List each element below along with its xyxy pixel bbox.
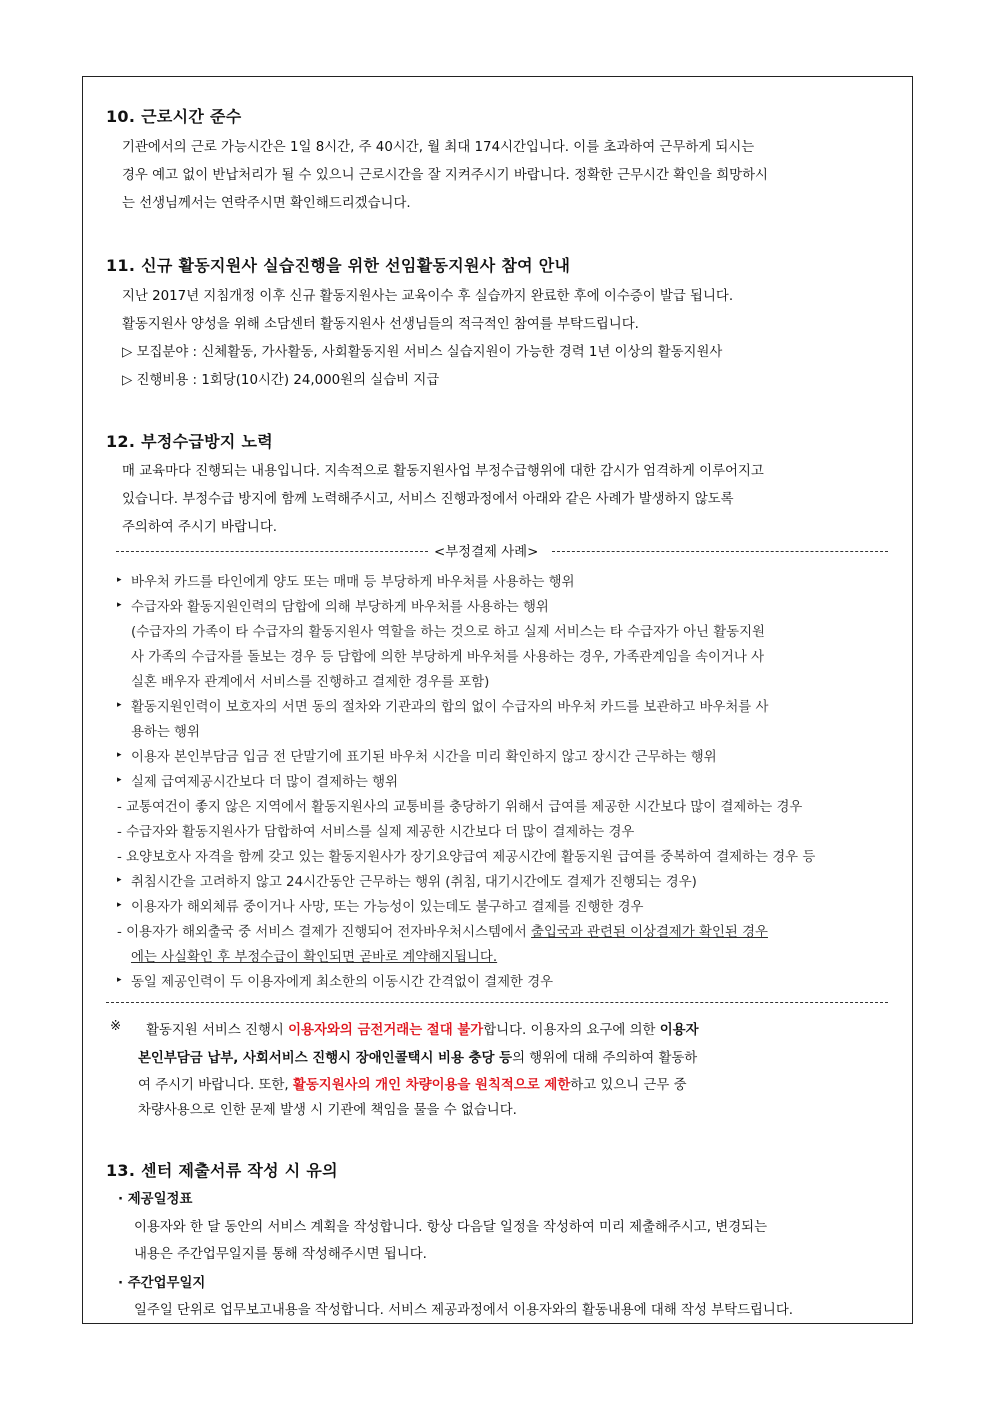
cases-label: <부정결제 사례> [434,545,539,560]
case-item: 이용자 본인부담금 입금 전 단말기에 표기된 바우처 시간을 미리 확인하지 않고 장시간 근무하는 행위 [131,750,717,765]
note-bold: 본인부담금 납부, 사회서비스 진행시 장애인콜택시 비용 충당 [138,1051,495,1066]
note-line [138,1074,687,1093]
case-item: 이용자가 해외체류 중이거나 사망, 또는 가능성이 있는데도 불구하고 결제를 진행한 경우 [131,900,644,915]
section-12-line: 주의하여 주시기 바랍니다. [122,520,278,535]
note-line: 차량사용으로 인한 문제 발생 시 기관에 책임을 물을 수 없습니다. [138,1103,517,1118]
case-subitem: - 교통여건이 좋지 않은 지역에서 활동지원사의 교통비를 충당하기 위해서 급여를 제공한 시간보다 많이 결제하는 경우 [117,800,803,815]
section-10-line: 기관에서의 근로 가능시간은 1일 8시간, 주 40시간, 월 최대 174시간입니다. 이를 초과하여 근무하게 되시는 [122,140,755,155]
note-bold: 이용자 [659,1023,699,1038]
section-12-title: 12. 부정수급방지 노력 [106,432,274,451]
case-subitem: - 수급자와 활동지원사가 담합하여 서비스를 실제 제공한 시간보다 더 많이 결제하는 경우 [117,825,635,840]
note-warning: 활동지원사의 개인 차량이용을 원칙적으로 제한 [292,1078,571,1093]
case-item: 수급자와 활동지원인력의 담합에 의해 부당하게 바우처를 사용하는 행위 [131,600,549,615]
case-detail: 사 가족의 수급자를 돌보는 경우 등 담합에 의한 부당하게 바우처를 사용하는 경우, 가족관계임을 속이거나 사 [131,650,764,665]
doc-desc: 내용은 주간업무일지를 통해 작성해주시면 됩니다. [134,1247,427,1262]
cases-divider-bottom [106,1002,888,1003]
case-detail: (수급자의 가족이 타 수급자의 활동지원사 역할을 하는 것으로 하고 실제 서비스는 타 수급자가 아닌 활동지원 [131,625,765,640]
section-11-line: 지난 2017년 지침개정 이후 신규 활동지원사는 교육이수 후 실습까지 완료한 후에 이수증이 발급 됩니다. [122,289,734,304]
note-bold: 등 [494,1051,513,1066]
cost-info: ▷ 진행비용 : 1회당(10시간) 24,000원의 실습비 지급 [122,373,440,388]
doc-desc: 이용자와 한 달 동안의 서비스 계획을 작성합니다. 항상 다음달 일정을 작성하여 미리 제출해주시고, 변경되는 [134,1220,767,1235]
case-subitem-underlined: 출입국과 관련된 이상결제가 확인된 경우 [531,925,768,940]
section-10-line: 경우 예고 없이 반납처리가 될 수 있으니 근로시간을 잘 지켜주시기 바랍니다. 정확한 근무시간 확인을 희망하시 [122,168,768,183]
note-mark: ※ [110,1019,122,1034]
note-line [138,1047,697,1066]
case-subitem: - 요양보호사 자격을 함께 갖고 있는 활동지원사가 장기요양급여 제공시간에 활동지원 급여를 중복하여 결제하는 경우 등 [117,850,816,865]
bullet-icon: ▸ [117,575,122,585]
bullet-icon: ▸ [117,875,122,885]
case-item: 실제 급여제공시간보다 더 많이 결제하는 행위 [131,775,399,790]
section-10-line: 는 선생님께서는 연락주시면 확인해드리겠습니다. [122,196,411,211]
note-text: 하고 있으니 근무 중 [570,1078,687,1093]
bullet-icon: ▸ [117,700,122,710]
case-item: 동일 제공인력이 두 이용자에게 최소한의 이동시간 간격없이 결제한 경우 [131,975,554,990]
note-text: 여 주시기 바랍니다. 또한, [138,1078,293,1093]
note-text: 활동지원 서비스 진행시 [146,1023,289,1038]
case-subitem-underlined: 에는 사실확인 후 부정수급이 확인되면 곧바로 계약해지됩니다. [131,950,498,965]
cases-divider-left [116,551,428,552]
recruit-field: ▷ 모집분야 : 신체활동, 가사활동, 사회활동지원 서비스 실습지원이 가능한 경력 1년 이상의 활동지원사 [122,345,723,360]
doc-label: · 주간업무일지 [118,1276,206,1291]
section-12-line: 있습니다. 부정수급 방지에 함께 노력해주시고, 서비스 진행과정에서 아래와 같은 사례가 발생하지 않도록 [122,492,734,507]
note-warning: 이용자와의 금전거래는 절대 불가 [288,1023,484,1038]
section-10-title: 10. 근로시간 준수 [106,107,242,126]
doc-label: · 제공일정표 [118,1192,193,1207]
note-line [146,1019,699,1038]
case-item: 용하는 행위 [131,725,200,740]
cases-divider-right [552,551,888,552]
case-subitem [117,921,768,940]
note-text: 합니다. 이용자의 요구에 의한 [483,1023,660,1038]
doc-desc: 일주일 단위로 업무보고내용을 작성합니다. 서비스 제공과정에서 이용자와의 활동내용에 대해 작성 부탁드립니다. [134,1303,794,1318]
bullet-icon: ▸ [117,775,122,785]
case-item: 취침시간을 고려하지 않고 24시간동안 근무하는 행위 (취침, 대기시간에도 결제가 진행되는 경우) [131,875,697,890]
section-12-line: 매 교육마다 진행되는 내용입니다. 지속적으로 활동지원사업 부정수급행위에 대한 감시가 엄격하게 이루어지고 [122,464,764,479]
bullet-icon: ▸ [117,975,122,985]
note-text: 의 행위에 대해 주의하여 활동하 [512,1051,698,1066]
case-subitem-text: - 이용자가 해외출국 중 서비스 결제가 진행되어 전자바우처시스템에서 [117,925,532,940]
case-detail: 실혼 배우자 관계에서 서비스를 진행하고 결제한 경우를 포함) [131,675,490,690]
bullet-icon: ▸ [117,600,122,610]
case-item: 바우처 카드를 타인에게 양도 또는 매매 등 부당하게 바우처를 사용하는 행위 [131,575,575,590]
section-11-line: 활동지원사 양성을 위해 소담센터 활동지원사 선생님들의 적극적인 참여를 부탁드립니다. [122,317,639,332]
section-11-title: 11. 신규 활동지원사 실습진행을 위한 선임활동지원사 참여 안내 [106,256,571,275]
case-item: 활동지원인력이 보호자의 서면 동의 절차와 기관과의 합의 없이 수급자의 바우처 카드를 보관하고 바우처를 사 [131,700,769,715]
section-13-title: 13. 센터 제출서류 작성 시 유의 [106,1161,338,1180]
bullet-icon: ▸ [117,900,122,910]
bullet-icon: ▸ [117,750,122,760]
